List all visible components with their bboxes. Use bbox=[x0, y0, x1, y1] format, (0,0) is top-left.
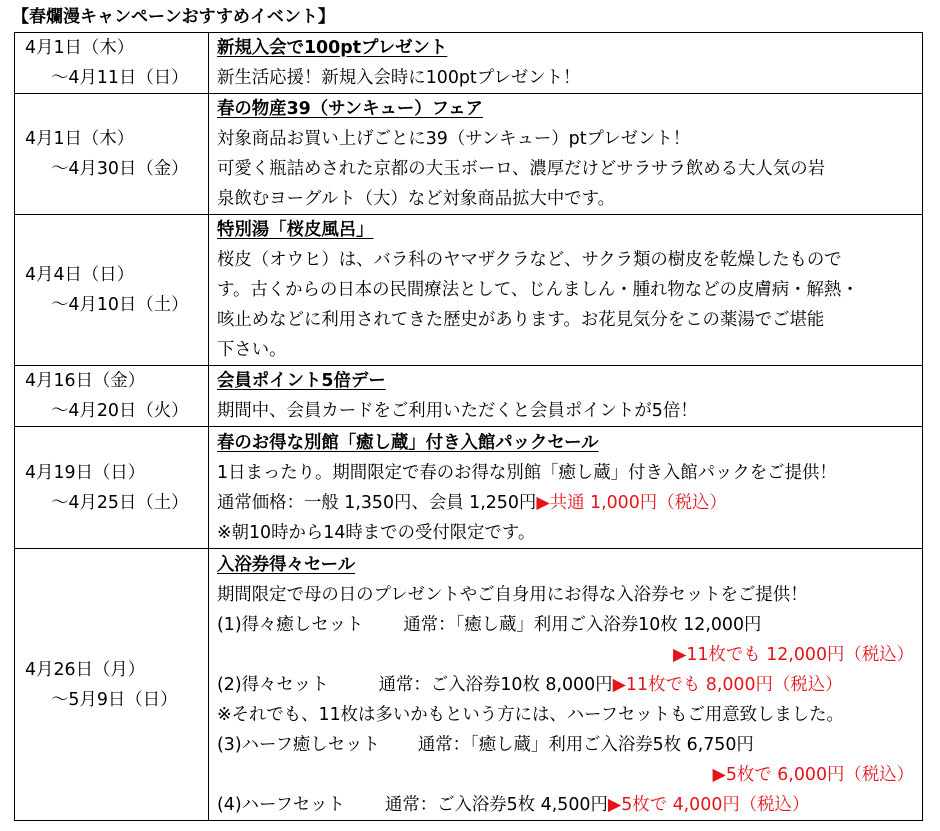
table-row bbox=[15, 549, 923, 821]
offer-price: ▶11枚でも 12,000円（税込） bbox=[672, 644, 914, 665]
event-date bbox=[15, 549, 209, 821]
event-heading: 入浴券得々セール bbox=[217, 554, 356, 575]
set-line bbox=[217, 610, 914, 640]
page-title: 【春爛漫キャンペーンおすすめイベント】 bbox=[12, 7, 335, 27]
event-heading: 特別湯「桜皮風呂」 bbox=[217, 220, 374, 240]
event-line: 下さい。 bbox=[217, 340, 287, 360]
set-name: (3)ハーフ癒しセット bbox=[217, 734, 380, 755]
regular-price: 通常：「癒し蔵」利用ご入浴券5枚 6,750円 bbox=[417, 734, 754, 755]
event-table bbox=[14, 32, 923, 821]
event-line: 可愛く瓶詰めされた京都の大玉ボーロ、濃厚だけどサラサラ飲める大人気の岩 bbox=[217, 159, 825, 179]
event-line: 咳止めなどに利用されてきた歴史があります。お花見気分をこの薬湯でご堪能 bbox=[217, 310, 825, 330]
set-line bbox=[217, 670, 914, 700]
offer-price: ▶共通 1,000円（税込） bbox=[536, 492, 727, 513]
event-details bbox=[209, 215, 923, 366]
regular-price: 通常：「癒し蔵」利用ご入浴券10枚 12,000円 bbox=[403, 614, 762, 635]
event-details bbox=[209, 33, 923, 94]
event-date bbox=[15, 366, 209, 427]
offer-price: ▶11枚でも 8,000円（税込） bbox=[612, 674, 843, 695]
event-line: す。古くからの日本の民間療法として、じんましん・腫れ物などの皮膚病・解熱・ bbox=[217, 280, 859, 300]
offer-price: ▶5枚で 6,000円（税込） bbox=[712, 764, 914, 785]
date-start: 4月4日（日） bbox=[25, 265, 135, 285]
set-line bbox=[217, 790, 914, 820]
event-note: ※朝10時から14時までの受付限定です。 bbox=[217, 522, 536, 543]
date-end: ～4月30日（金） bbox=[51, 159, 189, 179]
event-line: 期間中、会員カードをご利用いただくと会員ポイントが5倍！ bbox=[217, 401, 698, 421]
set-name: (2)得々セット bbox=[217, 674, 329, 695]
event-heading: 春のお得な別館「癒し蔵」付き入館パックセール bbox=[217, 432, 599, 453]
regular-price: 通常：ご入浴券5枚 4,500円 bbox=[384, 794, 608, 815]
event-line: 桜皮（オウヒ）は、バラ科のヤマザクラなど、サクラ類の樹皮を乾燥したもので bbox=[217, 250, 842, 270]
table-row bbox=[15, 94, 923, 215]
event-details bbox=[209, 94, 923, 215]
date-start: 4月16日（金） bbox=[25, 371, 146, 391]
set-name: (4)ハーフセット bbox=[217, 794, 345, 815]
event-date bbox=[15, 215, 209, 366]
date-start: 4月1日（木） bbox=[25, 38, 135, 58]
event-heading: 会員ポイント5倍デー bbox=[217, 371, 386, 391]
event-details bbox=[209, 366, 923, 427]
regular-price: 通常：ご入浴券10枚 8,000円 bbox=[378, 674, 613, 695]
event-line: 対象商品お買い上げごとに39（サンキュー）ptプレゼント！ bbox=[217, 129, 691, 149]
event-line: 泉飲むヨーグルト（大）など対象商品拡大中です。 bbox=[217, 189, 616, 209]
event-heading: 春の物産39（サンキュー）フェア bbox=[217, 99, 483, 119]
offer-price: ▶5枚で 4,000円（税込） bbox=[607, 794, 810, 815]
date-start: 4月19日（日） bbox=[25, 462, 146, 483]
table-row bbox=[15, 427, 923, 549]
event-line: 1日まったり。期間限定で春のお得な別館「癒し蔵」付き入館パックをご提供！ bbox=[217, 462, 837, 483]
date-end: ～4月20日（火） bbox=[51, 401, 189, 421]
price-line bbox=[217, 488, 914, 518]
date-end: ～4月11日（日） bbox=[51, 68, 189, 88]
date-start: 4月26日（月） bbox=[25, 659, 146, 680]
set-line bbox=[217, 730, 914, 760]
event-line: 期間限定で母の日のプレゼントやご自身用にお得な入浴券セットをご提供！ bbox=[217, 584, 808, 605]
table-row bbox=[15, 215, 923, 366]
event-date bbox=[15, 427, 209, 549]
date-end: ～4月10日（土） bbox=[51, 295, 189, 315]
table-row bbox=[15, 33, 923, 94]
event-heading: 新規入会で100ptプレゼント bbox=[217, 38, 448, 58]
event-line: 新生活応援！新規入会時に100ptプレゼント！ bbox=[217, 68, 581, 88]
set-name: (1)得々癒しセット bbox=[217, 614, 364, 635]
event-date bbox=[15, 33, 209, 94]
date-end: ～5月9日（日） bbox=[51, 689, 178, 710]
event-date bbox=[15, 94, 209, 215]
event-details bbox=[209, 549, 923, 821]
event-details bbox=[209, 427, 923, 549]
event-note: ※それでも、11枚は多いかもという方には、ハーフセットもご用意致しました。 bbox=[217, 704, 844, 725]
regular-price: 通常価格：一般 1,350円、会員 1,250円 bbox=[217, 492, 537, 513]
date-end: ～4月25日（土） bbox=[51, 492, 189, 513]
table-row bbox=[15, 366, 923, 427]
date-start: 4月1日（木） bbox=[25, 129, 135, 149]
